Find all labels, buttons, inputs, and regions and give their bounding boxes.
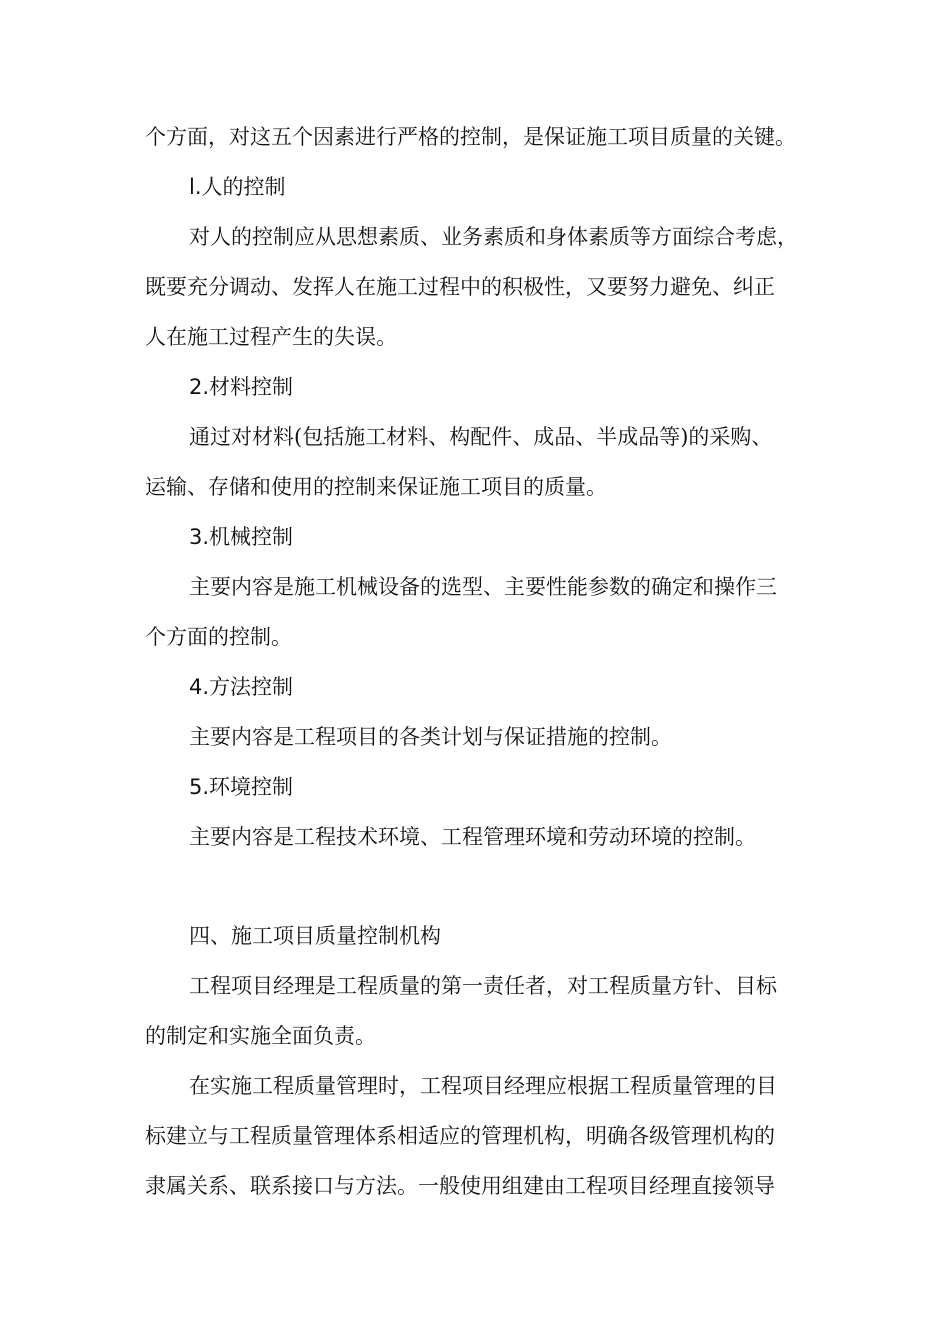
subheading-text: 人的控制 bbox=[201, 175, 286, 199]
document-body bbox=[145, 112, 813, 1211]
paragraph-line: 的制定和实施全面负责。 bbox=[145, 1024, 376, 1048]
paragraph-line: 通过对材料(包括施工材料、构配件、成品、半成品等)的采购、 bbox=[189, 425, 773, 449]
subheading-text: 材料控制 bbox=[209, 375, 294, 399]
paragraph-line: 既要充分调动、发挥人在施工过程中的积极性，又要努力避免、纠正 bbox=[145, 275, 775, 299]
paragraph-line: 对人的控制应从思想素质、业务素质和身体素质等方面综合考虑， bbox=[189, 225, 798, 249]
paragraph-line: 个方面，对这五个因素进行严格的控制，是保证施工项目质量的关键。 bbox=[145, 125, 796, 149]
subheading-number: 2. bbox=[189, 375, 210, 399]
paragraph-line: 个方面的控制。 bbox=[145, 625, 292, 649]
subheading-machine-control bbox=[145, 512, 813, 562]
paragraph-line: 运输、存储和使用的控制来保证施工项目的质量。 bbox=[145, 475, 607, 499]
subheading-text: 环境控制 bbox=[209, 775, 294, 799]
subheading-number: l. bbox=[189, 175, 202, 199]
subheading-environment-control bbox=[145, 762, 813, 812]
paragraph-line: 在实施工程质量管理时，工程项目经理应根据工程质量管理的目 bbox=[189, 1074, 777, 1098]
paragraph-line: 主要内容是施工机械设备的选型、主要性能参数的确定和操作三 bbox=[189, 575, 777, 599]
paragraph-line: 标建立与工程质量管理体系相适应的管理机构，明确各级管理机构的 bbox=[145, 1124, 775, 1148]
subheading-people-control bbox=[145, 162, 813, 212]
paragraph-line: 隶属关系、联系接口与方法。一般使用组建由工程项目经理直接领导 bbox=[145, 1174, 775, 1198]
paragraph-line: 主要内容是工程项目的各类计划与保证措施的控制。 bbox=[189, 725, 672, 749]
subheading-number: 3. bbox=[189, 525, 210, 549]
subheading-text: 机械控制 bbox=[209, 525, 294, 549]
paragraph-line: 人在施工过程产生的失误。 bbox=[145, 325, 397, 349]
paragraph-line: 主要内容是工程技术环境、工程管理环境和劳动环境的控制。 bbox=[189, 825, 756, 849]
section-title: 四、施工项目质量控制机构 bbox=[189, 924, 441, 948]
subheading-method-control bbox=[145, 662, 813, 712]
subheading-material-control bbox=[145, 362, 813, 412]
paragraph-line: 工程项目经理是工程质量的第一责任者，对工程质量方针、目标 bbox=[189, 974, 777, 998]
section-spacer bbox=[145, 862, 813, 911]
subheading-text: 方法控制 bbox=[209, 675, 294, 699]
subheading-number: 5. bbox=[189, 775, 210, 799]
subheading-number: 4. bbox=[189, 675, 210, 699]
